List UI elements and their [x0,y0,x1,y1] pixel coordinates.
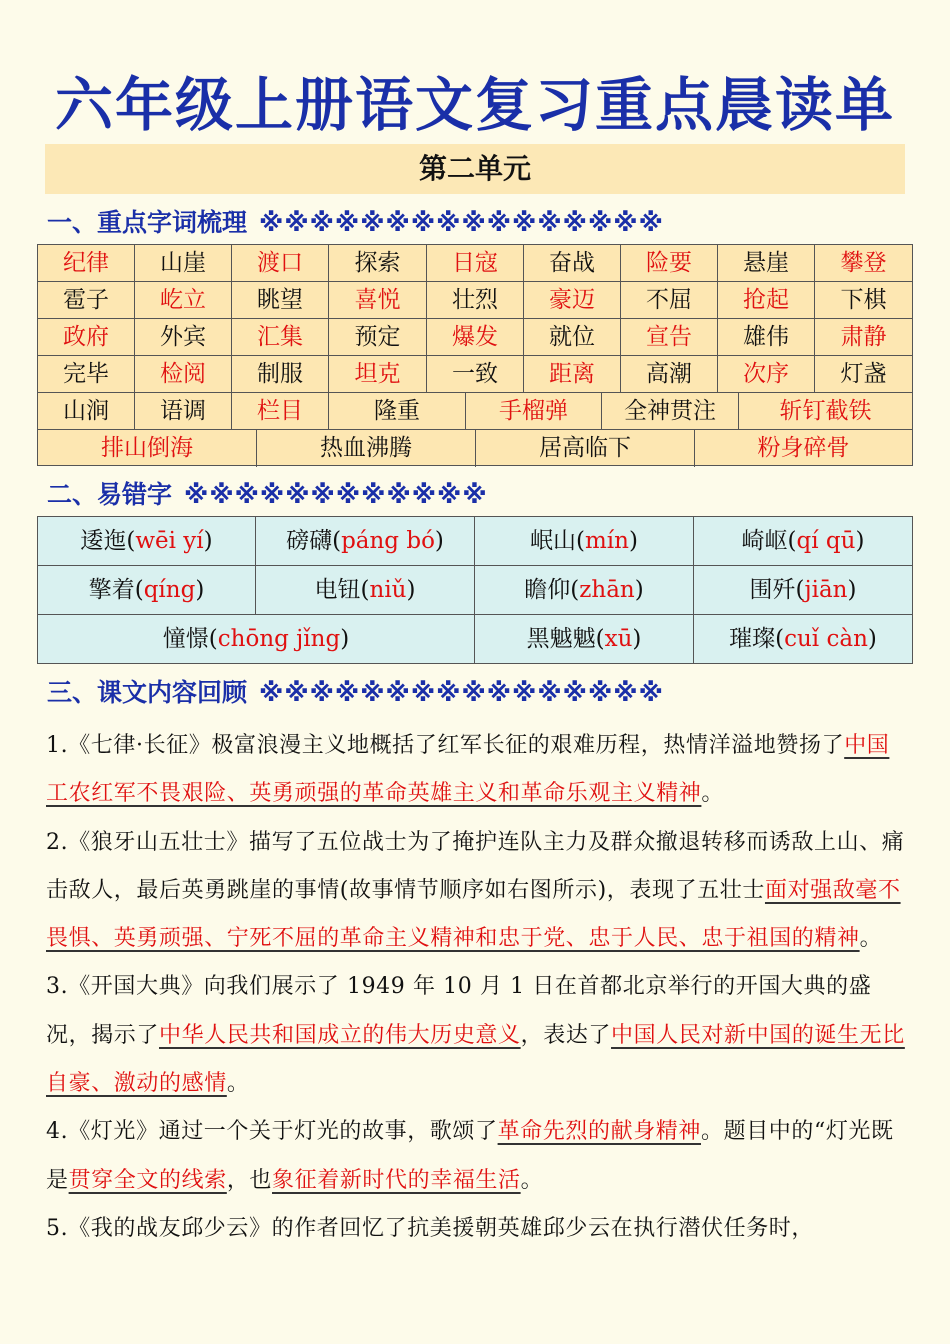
vocab-cell: 栏目 [232,393,329,429]
vocab-cell: 奋战 [524,245,621,281]
text: ，表达了 [520,1022,612,1048]
paragraph-4 [46,1108,908,1205]
pinyin-cell: 电钮(niǔ) [256,566,475,614]
vocab-cell: 灯盏 [840,361,887,387]
vocab-cell: 检阅 [135,356,232,392]
section-heading-errors [47,475,488,511]
vocab-table [37,244,913,466]
table-row [38,615,912,663]
pinyin-cell: 逶迤(wēi yí) [38,517,256,565]
word: 磅礴 [286,528,333,554]
paragraph-3 [46,963,908,1108]
pinyin: wēi yí [135,528,204,554]
pinyin-cell: 磅礴(páng bó) [256,517,475,565]
vocab-cell: 肃静 [840,324,887,350]
vocab-cell: 全神贯注 [602,393,739,429]
pinyin: mín [585,528,629,554]
paragraph-5 [46,1205,908,1253]
table-row [38,319,912,356]
key-point: 中国人民对新中国的诞生无比自豪、激动的感情 [46,1022,905,1097]
pinyin: zhān [579,577,635,603]
vocab-cell: 山涧 [38,393,135,429]
text: 5.《我的战友邱少云》的作者回忆了抗美援朝英雄邱少云在执行潜伏任务时， [46,1215,814,1241]
word: 瞻仰 [524,577,571,603]
vocab-cell: 预定 [329,319,427,355]
vocab-cell: 高潮 [621,356,718,392]
text: 1.《七律·长征》极富浪漫主义地概括了红军长征的艰难历程，热情洋溢地赞扬了 [46,733,845,758]
word: 崎岖 [741,528,788,554]
pinyin-cell: 岷山(mín) [475,517,694,565]
paragraph-1 [46,722,908,819]
vocab-cell: 隆重 [329,393,466,429]
pinyin-cell: 黑魆魆(xū) [475,615,694,663]
pinyin-cell: 璀璨(cuǐ càn) [729,626,877,652]
table-row [38,430,912,467]
section-heading-errors-label: 二、易错字 [47,480,173,509]
section-heading-content-label: 三、课文内容回顾 [47,678,248,707]
vocab-cell: 语调 [135,393,232,429]
text: 。题目中的“灯光既是 [46,1119,894,1193]
vocab-cell: 屹立 [135,282,232,318]
table-row [38,517,912,566]
pinyin: cuǐ càn [784,626,868,652]
vocab-cell: 下棋 [840,287,887,313]
vocab-cell: 险要 [621,245,718,281]
pinyin-table [37,516,913,664]
vocab-cell: 粉身碎骨 [757,435,850,461]
vocab-cell: 日寇 [427,245,524,281]
stars-decoration: ※※※※※※※※※※※※※※※※ [259,678,664,707]
pinyin: niǔ [369,577,407,603]
vocab-cell: 眺望 [232,282,329,318]
table-row [38,245,912,282]
word: 黑魆魆 [526,626,596,652]
paragraph-2 [46,819,908,964]
table-row [38,282,912,319]
vocab-cell: 居高临下 [476,430,695,467]
text: 。 [701,781,725,807]
pinyin-cell: 崎岖(qí qū) [741,528,865,554]
table-row [38,356,912,393]
vocab-cell: 汇集 [232,319,329,355]
table-row [38,566,912,615]
vocab-cell: 排山倒海 [38,430,257,467]
pinyin: xū [604,626,633,652]
vocab-cell: 雄伟 [718,319,815,355]
word: 岷山 [530,528,577,554]
vocab-cell: 完毕 [38,356,135,392]
vocab-cell: 次序 [718,356,815,392]
text: ，也 [226,1167,273,1193]
word: 憧憬 [162,626,209,652]
vocab-cell: 手榴弹 [466,393,602,429]
key-point: 中华人民共和国成立的伟大历史意义 [159,1022,521,1048]
vocab-cell: 爆发 [427,319,524,355]
pinyin: qíng [143,577,196,603]
pinyin: chōng jǐng [217,626,341,652]
text: 。 [520,1167,544,1193]
vocab-cell: 斩钉截铁 [779,398,872,424]
section-heading-vocab-label: 一、重点字词梳理 [47,208,248,237]
pinyin: jiān [804,577,848,603]
word: 围歼 [749,577,796,603]
key-point: 贯穿全文的线索 [68,1167,227,1193]
vocab-cell: 渡口 [232,245,329,281]
key-point: 面对强敌毫不畏惧、英勇顽强、宁死不屈的革命主义精神和忠于党、忠于人民、忠于祖国的精神 [46,877,901,952]
word: 电钮 [314,577,361,603]
section-heading-content [47,673,664,709]
page-title: 六年级上册语文复习重点晨读单 [54,71,895,139]
vocab-cell: 外宾 [135,319,232,355]
vocab-cell: 宣告 [621,319,718,355]
vocab-cell: 政府 [38,319,135,355]
vocab-cell: 纪律 [38,245,135,281]
vocab-cell: 雹子 [38,282,135,318]
vocab-cell: 距离 [524,356,621,392]
section-heading-vocab [47,203,664,239]
pinyin-cell: 瞻仰(zhān) [475,566,694,614]
vocab-cell: 就位 [524,319,621,355]
key-point: 革命先烈的献身精神 [497,1119,701,1145]
vocab-cell: 坦克 [329,356,427,392]
word: 擎着 [88,577,135,603]
key-point: 象征着新时代的幸福生活 [272,1167,521,1193]
table-row [38,393,912,430]
pinyin-cell: 憧憬(chōng jǐng) [38,615,475,663]
unit-banner: 第二单元 [45,144,905,194]
text-review [46,722,908,1253]
stars-decoration: ※※※※※※※※※※※※ [184,480,488,509]
vocab-cell: 不屈 [621,282,718,318]
vocab-cell: 山崖 [135,245,232,281]
pinyin-cell: 围歼(jiān) [749,577,857,603]
vocab-cell: 制服 [232,356,329,392]
pinyin-cell: 擎着(qíng) [38,566,256,614]
text: 4.《灯光》通过一个关于灯光的故事，歌颂了 [46,1119,498,1145]
vocab-cell: 探索 [329,245,427,281]
vocab-cell: 壮烈 [427,282,524,318]
word: 璀璨 [729,626,776,652]
text: 2.《狼牙山五壮士》描写了五位战士为了掩护连队主力及群众撤退转移而诱敌上山、痛击敌人，最后英勇跳崖的事情(故事情节顺序如右图所示)，表现了五壮士 [46,829,905,903]
vocab-cell: 悬崖 [718,245,815,281]
vocab-cell: 一致 [427,356,524,392]
text: 。 [226,1071,250,1097]
pinyin: qí qū [796,528,856,554]
text: 。 [859,926,883,952]
text: 3.《开国大典》向我们展示了 1949 年 10 月 1 日在首都北京举行的开国大典的盛况，揭示了 [46,974,872,1048]
word: 逶迤 [80,528,127,554]
vocab-cell: 喜悦 [329,282,427,318]
vocab-cell: 豪迈 [524,282,621,318]
vocab-cell: 抢起 [718,282,815,318]
stars-decoration: ※※※※※※※※※※※※※※※※ [259,208,664,237]
key-point: 中国工农红军不畏艰险、英勇顽强的革命英雄主义和革命乐观主义精神 [46,733,890,807]
vocab-cell: 热血沸腾 [257,430,476,467]
vocab-cell: 攀登 [840,250,887,276]
pinyin: páng bó [341,528,435,554]
